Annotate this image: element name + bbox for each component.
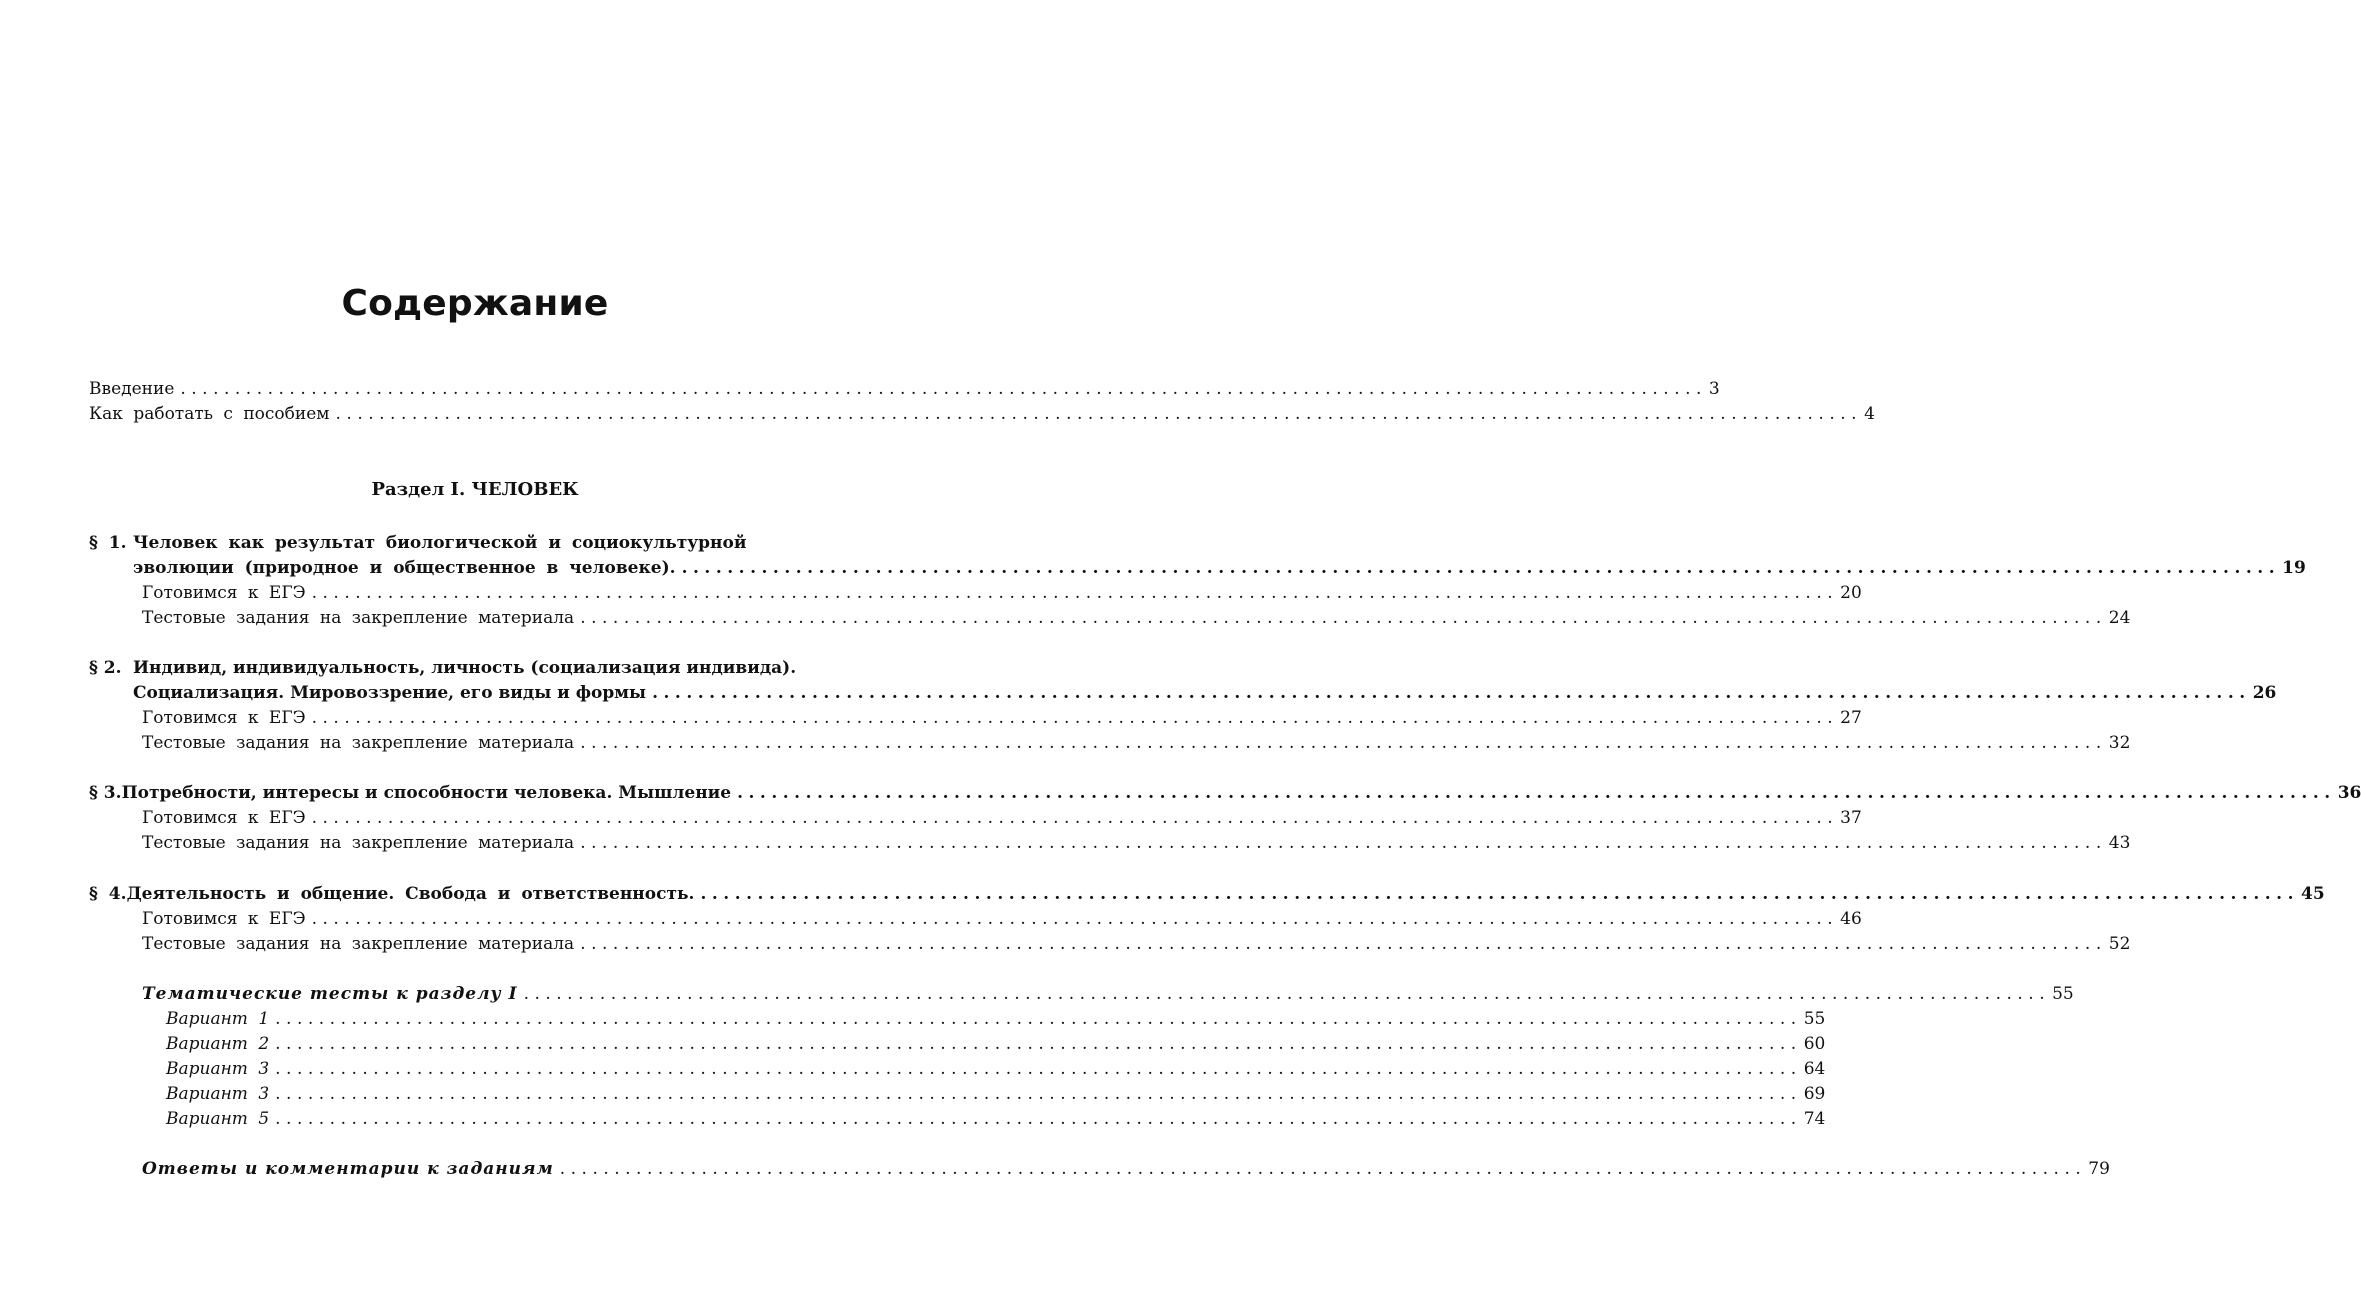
- dot-leader: ............................................................................................................................................: [737, 783, 2336, 803]
- toc-page-number: 64: [1803, 1059, 1826, 1079]
- toc-subitem[interactable]: [142, 804, 1862, 829]
- toc-entry-label: Готовимся к ЕГЭ: [142, 808, 306, 828]
- dot-leader: ............................................................................................................................................: [311, 909, 1839, 929]
- toc-subitem[interactable]: [142, 905, 1862, 930]
- toc-entry-variant[interactable]: [166, 1030, 1826, 1055]
- toc-entry-thematic-tests[interactable]: [142, 980, 2074, 1005]
- dot-leader: ............................................................................................................................................: [275, 1059, 1802, 1079]
- paragraph-number: § 2.: [89, 658, 122, 678]
- paragraph-title: Социализация. Мировоззрение, его виды и формы: [133, 683, 647, 703]
- dot-leader: ............................................................................................................................................: [311, 583, 1839, 603]
- toc-entry-variant[interactable]: [166, 1080, 1826, 1105]
- toc-entry-label: Вариант 5: [166, 1109, 270, 1129]
- dot-leader: ............................................................................................................................................: [700, 884, 2300, 904]
- paragraph-title: Индивид, индивидуальность, личность (социализация индивида).: [133, 658, 797, 678]
- dot-leader: ............................................................................................................................................: [311, 808, 1839, 828]
- toc-entry-label: Введение: [89, 379, 175, 399]
- toc-page-number: 4: [1864, 404, 1875, 424]
- toc-page-number: 60: [1803, 1034, 1826, 1054]
- toc-page-number: 3: [1708, 379, 1720, 399]
- toc-page-number: 37: [1840, 808, 1862, 828]
- paragraph-number: § 1.: [89, 533, 127, 553]
- toc-page-number: 79: [2088, 1159, 2110, 1179]
- paragraph-3-title[interactable]: [89, 779, 2361, 804]
- toc-entry-how-to-use[interactable]: [89, 400, 1875, 425]
- toc-page-number: 52: [2108, 934, 2131, 954]
- toc-entry-label: Тематические тесты к разделу I: [142, 984, 518, 1004]
- dot-leader: ............................................................................................................................................: [580, 733, 2107, 753]
- dot-leader: ............................................................................................................................................: [311, 708, 1839, 728]
- paragraph-title: Человек как результат биологической и социокультурной: [133, 533, 747, 553]
- paragraph-4-title[interactable]: [89, 880, 2325, 905]
- dot-leader: ............................................................................................................................................: [580, 934, 2107, 954]
- toc-subitem[interactable]: [142, 704, 1862, 729]
- paragraph-title: Деятельность и общение. Свобода и ответственность.: [126, 884, 695, 904]
- toc-entry-label: Тестовые задания на закрепление материала: [142, 934, 575, 954]
- toc-entry-label: Как работать с пособием: [89, 404, 330, 424]
- dot-leader: ............................................................................................................................................: [275, 1084, 1802, 1104]
- toc-page-number: 46: [1840, 909, 1862, 929]
- toc-entry-intro[interactable]: [89, 375, 1720, 400]
- dot-leader: ............................................................................................................................................: [580, 608, 2107, 628]
- toc-page-number: 74: [1803, 1109, 1826, 1129]
- dot-leader: ............................................................................................................................................: [275, 1009, 1802, 1029]
- toc-subitem[interactable]: [142, 604, 2131, 629]
- paragraph-2-title-line-2[interactable]: [133, 679, 2277, 704]
- dot-leader: ............................................................................................................................................: [559, 1159, 2087, 1179]
- dot-leader: ............................................................................................................................................: [580, 833, 2107, 853]
- paragraph-number: § 4.: [89, 884, 127, 904]
- toc-page-number: 55: [1803, 1009, 1826, 1029]
- toc-entry-label: Тестовые задания на закрепление материала: [142, 608, 575, 628]
- toc-page-number: 26: [2252, 683, 2277, 703]
- toc-entry-label: Готовимся к ЕГЭ: [142, 583, 306, 603]
- toc-entry-label: Вариант 1: [166, 1009, 270, 1029]
- paragraph-1-title-line-2[interactable]: [133, 554, 2306, 579]
- toc-subitem[interactable]: [142, 829, 2131, 854]
- paragraph-title: эволюции (природное и общественное в человеке).: [133, 558, 676, 578]
- toc-page-number: 36: [2337, 783, 2361, 803]
- toc-page-number: 55: [2052, 984, 2074, 1004]
- section-heading: Раздел I. ЧЕЛОВЕК: [371, 479, 579, 500]
- toc-page-number: 43: [2108, 833, 2131, 853]
- paragraph-number: § 3.: [89, 783, 122, 803]
- toc-page-number: 27: [1840, 708, 1862, 728]
- paragraph-2-title-line-1[interactable]: [89, 654, 862, 679]
- toc-page-number: 45: [2301, 884, 2325, 904]
- toc-subitem[interactable]: [142, 729, 2131, 754]
- toc-entry-answers[interactable]: [142, 1155, 2110, 1180]
- toc-subitem[interactable]: [142, 579, 1862, 604]
- toc-entry-label: Вариант 3: [166, 1059, 270, 1079]
- toc-page-number: 32: [2108, 733, 2131, 753]
- toc-entry-variant[interactable]: [166, 1105, 1826, 1130]
- page-title: Содержание: [341, 283, 609, 324]
- toc-entry-label: Тестовые задания на закрепление материала: [142, 833, 575, 853]
- dot-leader: ............................................................................................................................................: [652, 683, 2251, 703]
- toc-entry-label: Ответы и комментарии к заданиям: [142, 1159, 554, 1179]
- dot-leader: ............................................................................................................................................: [335, 404, 1863, 424]
- dot-leader: ............................................................................................................................................: [523, 984, 2051, 1004]
- dot-leader: ............................................................................................................................................: [681, 558, 2281, 578]
- toc-entry-label: Вариант 3: [166, 1084, 270, 1104]
- toc-page-number: 69: [1803, 1084, 1826, 1104]
- paragraph-1-title-line-1[interactable]: [89, 529, 862, 554]
- dot-leader: ............................................................................................................................................: [180, 379, 1707, 399]
- toc-entry-label: Тестовые задания на закрепление материала: [142, 733, 575, 753]
- toc-entry-label: Готовимся к ЕГЭ: [142, 708, 306, 728]
- dot-leader: ............................................................................................................................................: [275, 1034, 1802, 1054]
- toc-page-number: 24: [2108, 608, 2131, 628]
- toc-subitem[interactable]: [142, 930, 2131, 955]
- toc-page-number: 19: [2282, 558, 2306, 578]
- dot-leader: ............................................................................................................................................: [275, 1109, 1802, 1129]
- toc-entry-variant[interactable]: [166, 1005, 1826, 1030]
- toc-entry-label: Вариант 2: [166, 1034, 270, 1054]
- paragraph-title: Потребности, интересы и способности человека. Мышление: [121, 783, 732, 803]
- toc-entry-label: Готовимся к ЕГЭ: [142, 909, 306, 929]
- toc-page-number: 20: [1840, 583, 1862, 603]
- toc-entry-variant[interactable]: [166, 1055, 1826, 1080]
